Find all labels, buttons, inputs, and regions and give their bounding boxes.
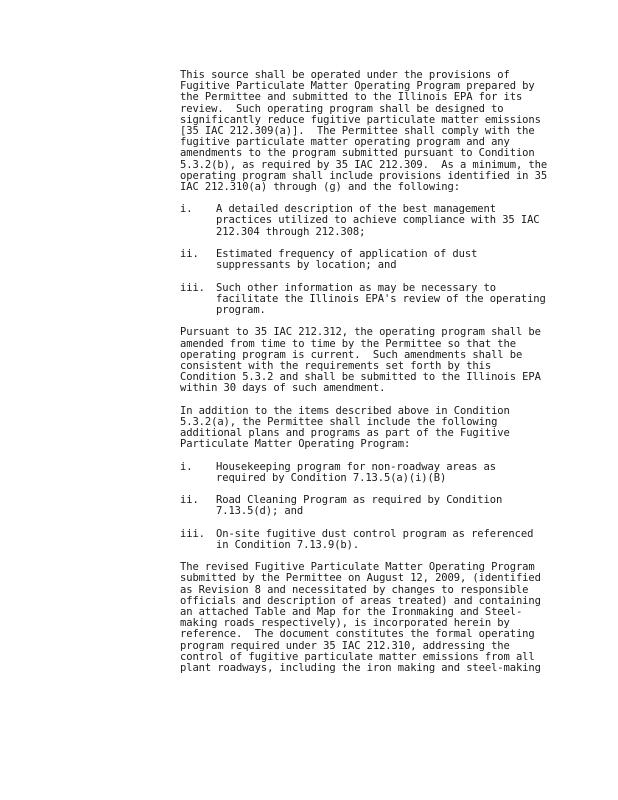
- text-line: review. Such operating program shall be designed to: [180, 102, 504, 115]
- text-line: significantly reduce fugitive particulate matter emissions: [180, 113, 541, 126]
- list-item-ii: [180, 249, 580, 271]
- list2-item-ii: [180, 495, 580, 517]
- text-line: required by Condition 7.13.5(a)(i)(B): [216, 471, 447, 484]
- paragraph-amendments: [180, 327, 580, 394]
- text-line: in Condition 7.13.9(b).: [216, 538, 360, 551]
- text-line: [35 IAC 212.309(a)]. The Permittee shall comply with the: [180, 124, 535, 137]
- text-line: amendments to the program submitted pursuant to Condition: [180, 147, 535, 160]
- text-line: as Revision 8 and necessitated by changes to responsible: [180, 583, 529, 596]
- text-line: program required under 35 IAC 212.310, addressing the: [180, 639, 510, 652]
- text-line: practices utilized to achieve compliance with 35 IAC: [216, 214, 540, 227]
- text-line: Estimated frequency of application of dust: [216, 248, 478, 260]
- text-line: Housekeeping program for non-roadway areas as: [216, 460, 496, 473]
- list-item-number: iii.: [180, 281, 205, 294]
- list-item-number: i.: [180, 203, 193, 216]
- text-line: operating program is current. Such amendments shall be: [180, 348, 523, 361]
- text-line: additional plans and programs as part of the Fugitive: [180, 427, 510, 439]
- text-line: plant roadways, including the iron making and steel-making: [180, 661, 541, 674]
- list-item-number: iii.: [180, 527, 205, 540]
- text-line: Pursuant to 35 IAC 212.312, the operating program shall be: [180, 326, 541, 339]
- paragraph-revised-program: [180, 562, 580, 674]
- text-line: operating program shall include provisions identified in 35: [180, 169, 548, 182]
- text-line: 5.3.2(a), the Permittee shall include the following: [180, 415, 498, 428]
- text-line: control of fugitive particulate matter emissions from all: [180, 650, 535, 663]
- text-line: On-site fugitive dust control program as referenced: [216, 527, 534, 540]
- document-text: [180, 70, 580, 674]
- text-line: In addition to the items described above in Condition: [180, 404, 510, 417]
- text-line: suppressants by location; and: [216, 259, 397, 272]
- text-line: submitted by the Permittee on August 12, 2009, (identified: [180, 572, 541, 585]
- text-line: Road Cleaning Program as required by Condition: [216, 494, 503, 507]
- text-line: officials and description of areas treated) and containing: [180, 594, 541, 607]
- list-item-number: ii.: [180, 248, 199, 260]
- text-line: The revised Fugitive Particulate Matter Operating Program: [180, 561, 535, 574]
- list-item-number: i.: [180, 460, 193, 473]
- list2-item-i: [180, 462, 580, 484]
- text-line: IAC 212.310(a) through (g) and the following:: [180, 180, 460, 193]
- text-line: Particulate Matter Operating Program:: [180, 438, 411, 451]
- list-item-iii: [180, 283, 580, 317]
- list-item-i: [180, 204, 580, 238]
- text-line: amended from time to time by the Permittee so that the: [180, 337, 516, 350]
- text-line: A detailed description of the best management: [216, 203, 496, 216]
- text-line: an attached Table and Map for the Ironmaking and Steel-: [180, 606, 523, 618]
- text-line: program.: [216, 303, 266, 316]
- text-line: 7.13.5(d); and: [216, 505, 304, 518]
- text-line: within 30 days of such amendment.: [180, 382, 386, 395]
- text-line: fugitive particulate matter operating program and any: [180, 136, 510, 149]
- text-line: facilitate the Illinois EPA's review of the operating: [216, 292, 546, 305]
- text-line: Condition 5.3.2 and shall be submitted to the Illinois EPA: [180, 371, 541, 384]
- text-line: making roads respectively), is incorporated herein by: [180, 617, 510, 630]
- text-line: the Permittee and submitted to the Illinois EPA for its: [180, 91, 523, 104]
- list-item-number: ii.: [180, 494, 199, 507]
- list2-item-iii: [180, 529, 580, 551]
- text-line: reference. The document constitutes the formal operating: [180, 628, 535, 641]
- text-line: Such other information as may be necessary to: [216, 281, 496, 294]
- text-line: consistent with the requirements set forth by this: [180, 359, 492, 372]
- paragraph-operating-program: [180, 70, 580, 193]
- text-line: 5.3.2(b), as required by 35 IAC 212.309. As a minimum, the: [180, 158, 548, 171]
- text-line: This source shall be operated under the provisions of: [180, 69, 510, 81]
- text-line: 212.304 through 212.308;: [216, 225, 366, 238]
- text-line: Fugitive Particulate Matter Operating Program prepared by: [180, 80, 535, 93]
- paragraph-additional-plans: [180, 406, 580, 451]
